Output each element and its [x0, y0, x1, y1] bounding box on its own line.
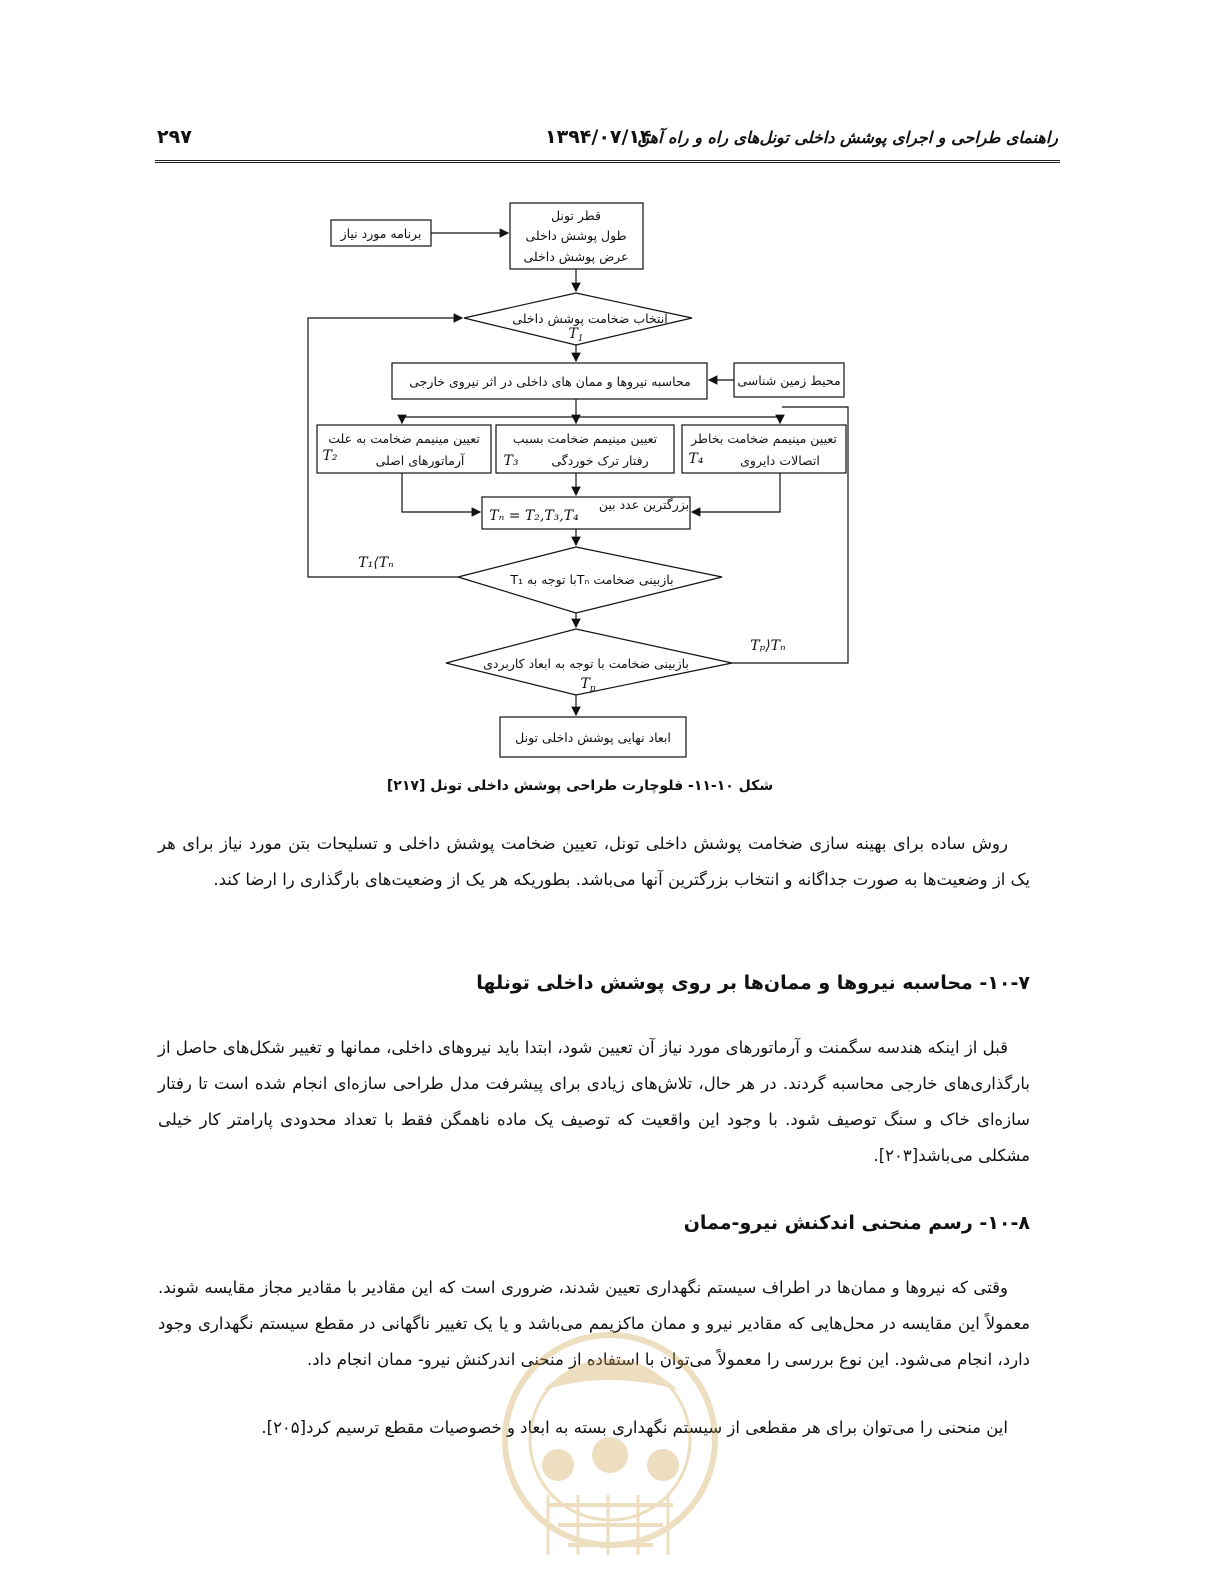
geo-text: محیط زمین شناسی — [737, 373, 841, 388]
paragraph-2-text: قبل از اینکه هندسه سگمنت و آرماتورهای مورد نیاز آن تعیین شود، ابتدا باید نیروهای داخلی، ممانها و تغییر شکل‌های حاصل از بارگذاری‌های خارجی محاسبه گردند. در هر حال، تلاش‌های زیادی برای پیشرفت مدل طراحی سازه‌ای انجام شده است تا رفتار سازه‌ای خاک و سنگ توصیف شود. با وجود این واقعیت که توصیف یک ماده ناهمگن فقط با تعداد محدودی پارامتر کار خیلی مشکلی می‌باشد[۲۰۳]. — [158, 1038, 1030, 1165]
paragraph-2 — [158, 1030, 1030, 1174]
calc-text: محاسبه نیروها و ممان های داخلی در اثر نیروی خارجی — [409, 374, 691, 389]
input-line-3: عرض پوشش داخلی — [523, 249, 629, 264]
page-number: ۲۹۷ — [157, 126, 192, 148]
flowchart-svg — [300, 195, 860, 770]
paragraph-1 — [158, 826, 1030, 898]
t4-label: T₄ — [688, 451, 704, 467]
t4-line-1: تعیین مینیمم ضخامت بخاطر — [691, 431, 837, 446]
page-header — [155, 118, 1060, 158]
t1-label: $T_1$ — [568, 326, 584, 344]
header-rule — [155, 160, 1060, 163]
section-heading-10-8: ۱۰-۸- رسم منحنی اندکنش نیرو-ممان — [683, 1212, 1030, 1234]
t2-line-1: تعیین مینیمم ضخامت به علت — [328, 431, 480, 446]
t4-line-2: اتصالات دایروی — [740, 453, 820, 468]
paragraph-3-text: وقتی که نیروها و ممان‌ها در اطراف سیستم نگهداری تعیین شدند، ضروری است که این مقادیر با مقادیر مجاز مقایسه شوند. معمولاً این مقایسه در محل‌هایی که مقادیر نیرو و ممان ماکزیمم می‌باشد و یا یک تغییر ناگهانی در مقطع سیستم نگهداری وجود دارد، انجام می‌شود. این نوع بررسی را معمولاً می‌توان با استفاده از منحنی اندرکنش نیرو- ممان انجام داد. — [158, 1278, 1030, 1369]
select-thickness-text: انتخاب ضخامت پوشش داخلی — [512, 311, 668, 326]
review2-text: بازبینی ضخامت با توجه به ابعاد کاربردی — [483, 656, 689, 671]
t3-line-2: رفتار ترک خوردگی — [551, 453, 649, 468]
paragraph-1-text: روش ساده برای بهینه سازی ضخامت پوشش داخلی تونل، تعیین ضخامت پوشش داخلی و تسلیحات بتن مورد نیاز برای هر یک از وضعیت‌ها به صورت جداگانه و انتخاب بزرگترین آنها می‌باشد. بطوریکه هر یک از وضعیت‌های بارگذاری را ارضا کند. — [158, 834, 1030, 889]
t2-line-2: آرماتورهای اصلی — [375, 453, 465, 468]
input-line-2: طول پوشش داخلی — [525, 228, 627, 243]
tp-label: $T_p$ — [580, 676, 596, 694]
review1-text: بازبینی ضخامت Tₙبا توجه به T₁ — [510, 572, 674, 587]
paragraph-4-text: این منحنی را می‌توان برای هر مقطعی از سیستم نگهداری بسته به ابعاد و خصوصیات مقطع ترسیم کرد[۲۰۵]. — [261, 1418, 1008, 1437]
watermark-seal — [488, 1290, 733, 1580]
section-heading-10-7: ۱۰-۷- محاسبه نیروها و ممان‌ها بر روی پوشش داخلی تونلها — [476, 972, 1030, 994]
header-date: ۱۳۹۴/۰۷/۱۴ — [545, 126, 652, 148]
review1-condition: T₁⟨Tₙ — [358, 555, 394, 571]
figure-caption: شکل ۱۰-۱۱- فلوچارت طراحی پوشش داخلی تونل [۲۱۷] — [386, 778, 774, 794]
max-box-math: Tₙ = T₂,T₃,T₄ — [489, 508, 579, 524]
header-title: راهنمای طراحی و اجرای پوشش داخلی تونل‌های راه و راه آهن — [637, 128, 1058, 147]
flowchart — [300, 195, 860, 770]
t3-label: T₃ — [503, 453, 519, 469]
t3-line-1: تعیین مینیمم ضخامت بسبب — [512, 431, 658, 446]
program-text: برنامه مورد نیاز — [340, 226, 422, 241]
t2-label: T₂ — [322, 448, 338, 464]
final-text: ابعاد نهایی پوشش داخلی تونل — [515, 730, 671, 745]
max-box-text: بزرگترین عدد بین — [598, 497, 690, 512]
input-line-1: قطر تونل — [551, 208, 601, 223]
review2-condition: Tₚ⟩Tₙ — [750, 638, 786, 654]
